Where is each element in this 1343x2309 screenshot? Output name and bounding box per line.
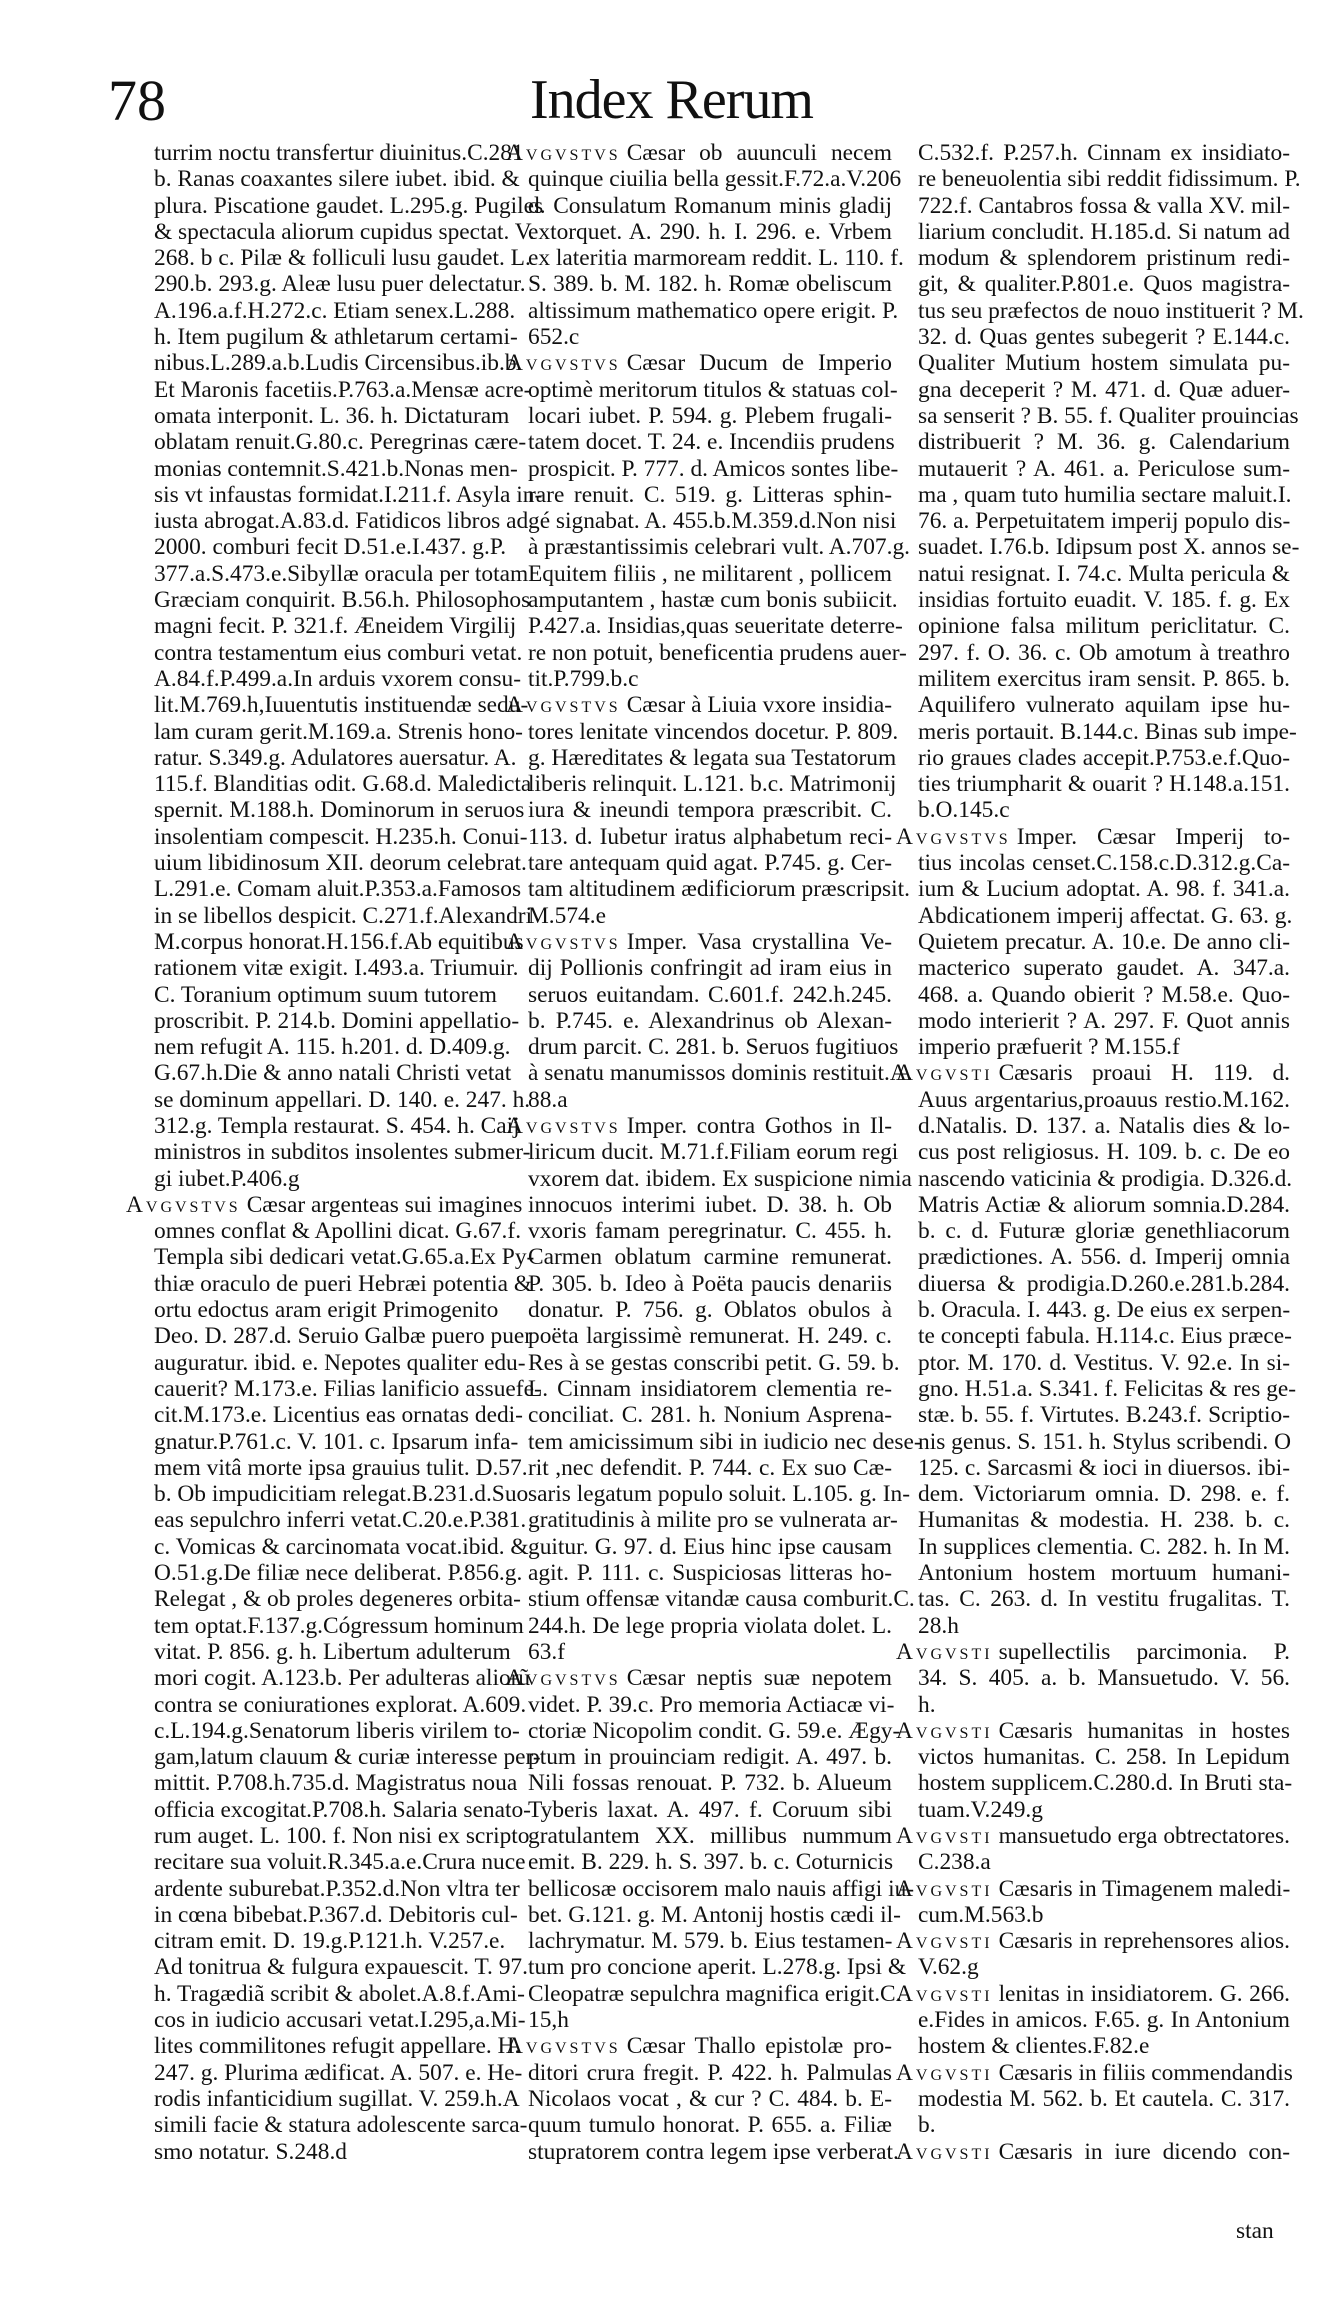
index-entry-line: 115.f. Blanditias odit. G.68.d. Maledicta bbox=[154, 771, 532, 798]
entry-headword: Avgvstvs bbox=[506, 1112, 621, 1139]
index-entry-line: gna deceperit ? M. 471. d. Quæ aduer- bbox=[918, 376, 1290, 403]
index-entry-line: c. Vomicas & carcinomata vocat.ibid. & bbox=[154, 1533, 529, 1560]
index-entry-last-line: b.O.145.c bbox=[918, 797, 1010, 824]
index-column-1 bbox=[126, 140, 544, 2165]
index-entry-line: b. Oracula. I. 443. g. De eius ex serpen- bbox=[918, 1297, 1291, 1324]
index-entry-line: citram emit. D. 19.g.P.121.h. V.257.e. bbox=[154, 1928, 506, 1955]
index-entry-head bbox=[896, 1928, 1290, 1954]
index-entry-line: insidias fortuito euadit. V. 185. f. g. Ex bbox=[918, 587, 1290, 614]
index-entry-line: modestia M. 562. b. Et cautela. C. 317. bbox=[918, 2085, 1290, 2112]
index-entry-line: h. Tragædiã scribit & abolet.A.8.f.Ami- bbox=[154, 1980, 525, 2007]
index-entry-line: modo interierit ? A. 297. F. Quot annis bbox=[918, 1007, 1290, 1034]
index-entry-last-line: C.238.a bbox=[918, 1849, 991, 1876]
index-entry-line: lit.M.769.h,Iuuentutis instituendæ sedu- bbox=[154, 692, 529, 719]
index-entry-line: militem exercitus iram sensit. P. 865. b. bbox=[918, 665, 1290, 692]
index-entry-line: gé signabat. A. 455.b.M.359.d.Non nisi bbox=[528, 508, 897, 535]
entry-text: Cæsaris in reprehensores alios. bbox=[998, 1928, 1290, 1955]
index-entry-line: Aquilifero vulnerato aquilam ipse hu- bbox=[918, 692, 1290, 719]
index-entry-line: optimè meritorum titulos & statuas col- bbox=[528, 376, 898, 403]
index-entry-line: iura & ineundi tempora præscribit. C. bbox=[528, 797, 892, 824]
entry-headword: Avgvsti bbox=[896, 2059, 993, 2086]
index-entry-line: tatem docet. T. 24. e. Incendiis prudens bbox=[528, 429, 895, 456]
index-entry-line: nem refugit A. 115. h.201. d. D.409.g. bbox=[154, 1034, 511, 1061]
index-entry-line: altissimum mathematico opere erigit. P. bbox=[528, 297, 899, 324]
index-entry-last-line: M.574.e bbox=[528, 902, 606, 929]
index-entry-line: Deo. D. 287.d. Seruio Galbæ puero puer bbox=[154, 1323, 533, 1350]
index-entry-line: omnes conflat & Apollini dicat. G.67.f. bbox=[154, 1218, 522, 1245]
index-entry-line: git, & qualiter.P.801.e. Quos magistra- bbox=[918, 271, 1290, 298]
index-entry-line: O.51.g.De filiæ nece deliberat. P.856.g. bbox=[154, 1560, 523, 1587]
index-entry-line: gratulantem XX. millibus nummum bbox=[528, 1823, 892, 1849]
index-entry-last-line: 88.a bbox=[528, 1086, 568, 1113]
index-entry-head bbox=[896, 1823, 1290, 1849]
index-entry-line: mutauerit ? A. 461. a. Periculose sum- bbox=[918, 455, 1290, 482]
index-entry-line: innocuos interimi iubet. D. 38. h. Ob bbox=[528, 1191, 892, 1218]
index-entry-line: prospicit. P. 777. d. Amicos sontes libe- bbox=[528, 455, 899, 482]
index-entry-line: Equitem filiis , ne militarent , pollicem bbox=[528, 560, 892, 587]
index-entry-line: donatur. P. 756. g. Oblatos obulos à bbox=[528, 1297, 892, 1324]
index-entry-line: ties triumpharit & ouarit ? H.148.a.151. bbox=[918, 771, 1290, 798]
index-entry-line: agit. P. 111. c. Suspiciosas litteras ho- bbox=[528, 1560, 892, 1587]
index-entry-line: Cleopatræ sepulchra magnifica erigit.C. bbox=[528, 1980, 902, 2007]
index-entry-line: à senatu manumissos dominis restituit.A. bbox=[528, 1060, 913, 1087]
index-entry-line: extorquet. A. 290. h. I. 296. e. Vrbem bbox=[528, 218, 892, 245]
index-entry-line: sa senserit ? B. 55. f. Qualiter prouincias bbox=[918, 402, 1299, 429]
index-entry-line: & spectacula aliorum cupidus spectat. V. bbox=[154, 218, 535, 245]
index-entry-last-line: V.62.g bbox=[918, 1954, 979, 1981]
entry-text: Cæsar Ducum de Imperio bbox=[626, 350, 892, 377]
index-entry-head bbox=[506, 2033, 892, 2059]
index-entry-line: in se libellos despicit. C.271.f.Alexandri bbox=[154, 902, 533, 929]
entry-headword: Avgvsti bbox=[896, 1980, 993, 2007]
index-entry-line: ardente suburebat.P.352.d.Non vltra ter bbox=[154, 1875, 520, 1902]
index-entry-line: cos in iudicio accusari vetat.I.295,a.Mi- bbox=[154, 2007, 526, 2034]
index-entry-line: stium offensæ vitandæ causa comburit.C. bbox=[528, 1586, 915, 1613]
entry-headword: Avgvstvs bbox=[506, 140, 621, 166]
index-entry-line: tem optat.F.137.g.Cógressum hominum bbox=[154, 1612, 524, 1639]
index-entry-line: amputantem , hastæ cum bonis subiicit. bbox=[528, 587, 898, 614]
index-entry-line: sis vt infaustas formidat.I.211.f. Asyla in- bbox=[154, 481, 543, 508]
index-entry-last-line: gi iubet.P.406.g bbox=[154, 1165, 300, 1192]
index-entry-line: victos humanitas. C. 258. In Lepidum bbox=[918, 1744, 1290, 1771]
index-entry-line: ptor. M. 170. d. Vestitus. V. 92.e. In si- bbox=[918, 1349, 1290, 1376]
entry-headword: Avgvstvs bbox=[506, 1665, 621, 1692]
index-entry-line: Tyberis laxat. A. 497. f. Coruum sibi bbox=[528, 1796, 892, 1823]
index-entry-line: diuersa & prodigia.D.260.e.281.b.284. bbox=[918, 1270, 1290, 1297]
index-entry-line: guitur. G. 97. d. Eius hinc ipse causam bbox=[528, 1533, 892, 1560]
index-entry-line: 312.g. Templa restaurat. S. 454. h. Caij bbox=[154, 1112, 520, 1139]
index-entry-line: h. Item pugilum & athletarum certami- bbox=[154, 324, 518, 351]
index-entry-line: Nili fossas renouat. P. 732. b. Alueum bbox=[528, 1770, 892, 1797]
index-entry-line: bet. G.121. g. M. Antonij hostis cædi il- bbox=[528, 1901, 901, 1928]
index-entry-line: auguratur. ibid. e. Nepotes qualiter edu- bbox=[154, 1349, 526, 1376]
index-entry-line: 377.a.S.473.e.Sibyllæ oracula per totam bbox=[154, 560, 529, 587]
index-entry-line: lites commilitones refugit appellare. H. bbox=[154, 2033, 521, 2060]
index-entry-line: 76. a. Perpetuitatem imperij populo dis- bbox=[918, 508, 1291, 535]
index-entry-line: rit ,nec defendit. P. 744. c. Ex suo Cæ- bbox=[528, 1454, 892, 1481]
index-entry-line: liricum ducit. M.71.f.Filiam eorum regi bbox=[528, 1139, 899, 1166]
index-entry-line: spernit. M.188.h. Dominorum in seruos bbox=[154, 797, 525, 824]
entry-text: Cæsaris proaui H. 119. d. bbox=[998, 1060, 1290, 1087]
index-entry-line: macterico superato gaudet. A. 347.a. bbox=[918, 955, 1290, 982]
index-entry-line: 2000. comburi fecit D.51.e.I.437. g.P. bbox=[154, 534, 507, 561]
index-entry-line: plura. Piscatione gaudet. L.295.g. Pugiles bbox=[154, 192, 544, 219]
index-entry-line: uium libidinosum XII. deorum celebrat. bbox=[154, 850, 527, 877]
index-entry-line: Matris Actiæ & aliorum somnia.D.284. bbox=[918, 1191, 1290, 1218]
index-entry-line: gratitudinis à milite pro se vulnerata ar- bbox=[528, 1507, 898, 1534]
index-entry-line: contra testamentum eius comburi vetat. bbox=[154, 639, 523, 666]
index-entry-line: rationem vitæ exigit. I.493.a. Triumuir. bbox=[154, 955, 519, 982]
index-entry-line: gam,latum clauum & curiæ interesse per- bbox=[154, 1744, 541, 1771]
index-entry-line: stupratorem contra legem ipse verberat. bbox=[528, 2138, 899, 2165]
index-entry-line: saris legatum populo soluit. L.105. g. In- bbox=[528, 1481, 911, 1508]
entry-headword: Avgvsti bbox=[896, 1060, 993, 1087]
index-entry-line: tam altitudinem ædificiorum præscripsit. bbox=[528, 876, 910, 903]
index-entry-line: 290.b. 293.g. Aleæ lusu puer delectatur. bbox=[154, 271, 526, 298]
index-entry-line: d.Natalis. D. 137. a. Natalis dies & lo- bbox=[918, 1112, 1290, 1139]
index-entry-line: ratur. S.349.g. Adulatores auersatur. A. bbox=[154, 744, 517, 771]
index-entry-line: videt. P. 39.c. Pro memoria Actiacæ vi- bbox=[528, 1691, 895, 1718]
index-entry-line: tum pro concione aperit. L.278.g. Ipsi & bbox=[528, 1954, 907, 1981]
index-entry-line: 297. f. O. 36. c. Ob amotum à treathro bbox=[918, 639, 1290, 666]
index-entry-line: liarium concludit. H.185.d. Si natum ad bbox=[918, 218, 1290, 245]
index-entry-line: contra se coniurationes explorat. A.609. bbox=[154, 1691, 527, 1718]
index-entry-line: Auus argentarius,proauus restio.M.162. bbox=[918, 1086, 1290, 1113]
entry-text: Cæsar à Liuia vxore insidia- bbox=[626, 692, 892, 719]
entry-headword: Avgvstvs bbox=[506, 692, 621, 719]
index-entry-line: tus seu præfectos de nouo instituerit ? M. bbox=[918, 297, 1304, 324]
index-entry-head bbox=[896, 1639, 1290, 1665]
index-entry-line: gno. H.51.a. S.341. f. Felicitas & res ge- bbox=[918, 1375, 1297, 1402]
index-entry-line: nis genus. S. 151. h. Stylus scribendi. O bbox=[918, 1428, 1291, 1455]
index-entry-head bbox=[506, 1113, 892, 1139]
index-entry-line: In supplices clementia. C. 282. h. In M. bbox=[918, 1533, 1290, 1560]
index-entry-line: suadet. I.76.b. Idipsum post X. annos se- bbox=[918, 534, 1300, 561]
entry-text: Cæsar neptis suæ nepotem bbox=[626, 1665, 892, 1692]
index-entry-line: Ad tonitrua & fulgura expauescit. T. 97. bbox=[154, 1954, 528, 1981]
index-entry-line: 244.h. De lege propria violata dolet. L. bbox=[528, 1612, 892, 1639]
index-entry-line: drum parcit. C. 281. b. Seruos fugitiuos bbox=[528, 1034, 899, 1061]
index-entry-line: Antonium hostem mortuum humani- bbox=[918, 1560, 1290, 1587]
index-entry-line: b. c. d. Futuræ gloriæ genethliacorum bbox=[918, 1218, 1290, 1245]
index-entry-line: Qualiter Mutium hostem simulata pu- bbox=[918, 350, 1290, 377]
index-entry-line: b. P.745. e. Alexandrinus ob Alexan- bbox=[528, 1007, 892, 1034]
entry-text: Cæsar argenteas sui imagines bbox=[246, 1191, 523, 1218]
index-entry-head bbox=[896, 2059, 1293, 2086]
entry-headword: Avgvstvs bbox=[896, 823, 1011, 850]
index-entry-line: cus post religiosus. H. 109. b. c. De eo bbox=[918, 1139, 1290, 1166]
index-entry-line: Quietem precatur. A. 10.e. De anno cli- bbox=[918, 928, 1290, 955]
index-entry-line: vxoris famam peregrinatur. C. 455. h. bbox=[528, 1218, 892, 1245]
index-entry-line: prædictiones. A. 556. d. Imperij omnia bbox=[918, 1244, 1290, 1271]
index-entry-head bbox=[506, 1665, 892, 1691]
index-entry-head bbox=[896, 1060, 1290, 1086]
index-entry-line: vitat. P. 856. g. h. Libertum adulterum bbox=[154, 1638, 511, 1665]
index-entry-line: ium & Lucium adoptat. A. 98. f. 341.a. bbox=[918, 876, 1290, 903]
entry-text: mansuetudo erga obtrectatores. bbox=[998, 1823, 1290, 1849]
index-entry-line: 268. b c. Pilæ & folliculi lusu gaudet. L. bbox=[154, 245, 531, 272]
index-entry-line: thiæ oraculo de pueri Hebræi potentia & bbox=[154, 1270, 533, 1297]
index-entry-line: lam curam gerit.M.169.a. Strenis hono- bbox=[154, 718, 523, 745]
index-entry-line: Humanitas & modestia. H. 238. b. c. bbox=[918, 1507, 1290, 1534]
index-entry-last-line: imperio præfuerit ? M.155.f bbox=[918, 1034, 1180, 1061]
index-column-2 bbox=[506, 140, 922, 2165]
index-entry-line: L. Cinnam insidiatorem clementia re- bbox=[528, 1375, 892, 1402]
index-entry-line: ctoriæ Nicopolim condit. G. 59.e. Ægy- bbox=[528, 1717, 901, 1744]
index-entry-line: Carmen oblatum carmine remunerat. bbox=[528, 1244, 892, 1271]
index-entry-line: 468. a. Quando obierit ? M.58.e. Quo- bbox=[918, 981, 1290, 1008]
index-entry-last-line: 15,h bbox=[528, 2007, 569, 2034]
index-entry-line: ortu edoctus aram erigit Primogenito bbox=[154, 1297, 499, 1324]
index-entry-line: hostem supplicem.C.280.d. In Bruti sta- bbox=[918, 1770, 1293, 1797]
catchword: stan bbox=[1236, 2218, 1274, 2244]
index-entry-line: poëta largissimè remunerat. H. 249. c. bbox=[528, 1323, 892, 1350]
index-entry-line: proscribit. P. 214.b. Domini appellatio- bbox=[154, 1007, 520, 1034]
entry-text: Cæsar Thallo epistolæ pro- bbox=[626, 2033, 892, 2060]
entry-text: Cæsar ob auunculi necem bbox=[626, 140, 892, 166]
index-entry-line: liberis relinquit. L.121. b.c. Matrimonij bbox=[528, 771, 897, 798]
index-entry-line: 32. d. Quas gentes subegerit ? E.144.c. bbox=[918, 324, 1290, 351]
index-entry-line: mori cogit. A.123.b. Per adulteras aliorũ bbox=[154, 1665, 531, 1692]
index-entry-line: e.Fides in amicos. F.65. g. In Antonium bbox=[918, 2007, 1290, 2034]
index-entry-last-line: hostem & clientes.F.82.e bbox=[918, 2033, 1150, 2060]
index-entry-line: tare antequam quid agat. P.745. g. Cer- bbox=[528, 850, 892, 877]
index-entry-line: 125. c. Sarcasmi & ioci in diuersos. ibi- bbox=[918, 1454, 1290, 1481]
index-entry-line: Relegat , & ob proles degeneres orbita- bbox=[154, 1586, 521, 1613]
index-entry-line: simili facie & statura adolescente sarca- bbox=[154, 2112, 528, 2139]
index-entry-line: S. 389. b. M. 182. h. Romæ obeliscum bbox=[528, 271, 892, 298]
running-head: Index Rerum bbox=[530, 69, 813, 131]
index-entry-line: lachrymatur. M. 579. b. Eius testamen- bbox=[528, 1928, 893, 1955]
index-entry-line: modum & splendorem pristinum redi- bbox=[918, 245, 1290, 272]
index-entry-line: recitare sua voluit.R.345.a.e.Crura nuce bbox=[154, 1849, 526, 1876]
entry-headword: Avgvstvs bbox=[506, 350, 621, 377]
index-entry-line: ma , quam tuto humilia sectare maluit.I. bbox=[918, 481, 1292, 508]
entry-headword: Avgvsti bbox=[896, 1875, 993, 1902]
index-entry-line: in cœna bibebat.P.367.d. Debitoris cul- bbox=[154, 1901, 518, 1928]
index-entry-line: G.67.h.Die & anno natali Christi vetat bbox=[154, 1060, 512, 1087]
entry-text: Cæsaris humanitas in hostes bbox=[998, 1717, 1290, 1744]
index-entry-line: tores lenitate vincendos docetur. P. 809. bbox=[528, 718, 899, 745]
index-entry-head bbox=[506, 350, 892, 376]
index-entry-line: oblatam renuit.G.80.c. Peregrinas cære- bbox=[154, 429, 527, 456]
entry-text: Cæsaris in iure dicendo con- bbox=[998, 2138, 1290, 2165]
entry-headword: Avgvstvs bbox=[506, 2033, 621, 2060]
index-entry-head bbox=[126, 1191, 523, 1218]
index-entry-line: Græciam conquirit. B.56.h. Philosophos bbox=[154, 587, 531, 614]
index-entry-line: iusta abrogat.A.83.d. Fatidicos libros ad bbox=[154, 508, 529, 535]
index-entry-line: 113. d. Iubetur iratus alphabetum reci- bbox=[528, 823, 892, 850]
entry-text: lenitas in insidiatorem. G. 266. bbox=[998, 1980, 1290, 2007]
index-entry-line: locari iubet. P. 594. g. Plebem frugali- bbox=[528, 402, 892, 429]
index-entry-head bbox=[506, 140, 892, 166]
index-entry-last-line: h. bbox=[918, 1691, 936, 1718]
index-entry-line: tius incolas censet.C.158.c.D.312.g.Ca- bbox=[918, 850, 1290, 877]
index-entry-line: tem amicissimum sibi in iudicio nec dese- bbox=[528, 1428, 922, 1455]
index-entry-line: cauerit? M.173.e. Filias lanificio assuefe- bbox=[154, 1375, 542, 1402]
index-entry-line: A.196.a.f.H.272.c. Etiam senex.L.288. bbox=[154, 297, 516, 324]
index-entry-head bbox=[896, 824, 1290, 850]
index-entry-line: M.corpus honorat.H.156.f.Ab equitibus bbox=[154, 928, 524, 955]
index-entry-line: c.L.194.g.Senatorum liberis virilem to- bbox=[154, 1717, 520, 1744]
index-entry-line: tas. C. 263. d. In vestitu frugalitas. T. bbox=[918, 1586, 1290, 1613]
entry-headword: Avgvsti bbox=[896, 1638, 993, 1665]
index-entry-line: P.427.a. Insidias,quas seueritate deterre- bbox=[528, 613, 903, 640]
index-entry-line: gnatur.P.761.c. V. 101. c. Ipsarum infa- bbox=[154, 1428, 519, 1455]
index-entry-line: b. Ob impudicitiam relegat.B.231.d.Suo bbox=[154, 1481, 529, 1508]
index-entry-line: Res à se gestas conscribi petit. G. 59. b. bbox=[528, 1349, 900, 1376]
index-entry-last-line: cum.M.563.b bbox=[918, 1901, 1044, 1928]
index-entry-line: re non potuit, beneficentia prudens auer- bbox=[528, 639, 907, 666]
index-entry-last-line: 652.c bbox=[528, 324, 580, 351]
index-entry-line: meris portauit. B.144.c. Binas sub impe- bbox=[918, 718, 1297, 745]
index-entry-line: nascendo vaticinia & prodigia. D.326.d. bbox=[918, 1165, 1293, 1192]
index-entry-line: re beneuolentia sibi reddit fidissimum. P. bbox=[918, 166, 1301, 193]
index-entry-line: 34. S. 405. a. b. Mansuetudo. V. 56. bbox=[918, 1665, 1290, 1692]
index-entry-line: rodis infanticidium sugillat. V. 259.h.A bbox=[154, 2085, 520, 2112]
index-entry-head bbox=[896, 1981, 1290, 2007]
index-entry-line: monias contemnit.S.421.b.Nonas men- bbox=[154, 455, 518, 482]
index-entry-head bbox=[896, 1876, 1290, 1902]
index-entry-line: turrim noctu transfertur diuinitus.C.281 bbox=[154, 140, 524, 166]
index-entry-head bbox=[506, 929, 892, 955]
index-entry-line: Abdicationem imperij affectat. G. 63. g. bbox=[918, 902, 1293, 929]
index-entry-line: opinione falsa militum periclitatur. C. bbox=[918, 613, 1290, 640]
index-entry-last-line: 28.h bbox=[918, 1612, 959, 1639]
index-entry-line: C.532.f. P.257.h. Cinnam ex insidiato- bbox=[918, 140, 1290, 166]
index-entry-line: seruos euitandam. C.601.f. 242.h.245. bbox=[528, 981, 892, 1008]
index-entry-line: rio graues clades accepit.P.753.e.f.Quo- bbox=[918, 744, 1290, 771]
index-entry-line: Et Maronis facetiis.P.763.a.Mensæ acre- bbox=[154, 376, 532, 403]
index-entry-last-line: b. bbox=[918, 2112, 936, 2139]
index-entry-last-line: tuam.V.249.g bbox=[918, 1796, 1043, 1823]
index-entry-line: vxorem dat. ibidem. Ex suspicione nimia bbox=[528, 1165, 912, 1192]
entry-text: Cæsaris in filiis commendandis bbox=[998, 2059, 1293, 2086]
index-entry-line: A.84.f.P.499.a.In arduis vxorem consu- bbox=[154, 665, 522, 692]
index-entry-head bbox=[896, 2139, 1290, 2165]
index-entry-line: stæ. b. 55. f. Virtutes. B.243.f. Scriptio- bbox=[918, 1402, 1290, 1429]
index-entry-line: nibus.L.289.a.b.Ludis Circensibus.ib.b. bbox=[154, 350, 523, 377]
index-entry-line: rare renuit. C. 519. g. Litteras sphin- bbox=[528, 481, 892, 508]
index-entry-head bbox=[896, 1718, 1290, 1744]
index-entry-line: Templa sibi dedicari vetat.G.65.a.Ex Py- bbox=[154, 1244, 535, 1271]
entry-headword: Avgvsti bbox=[896, 2138, 993, 2165]
index-column-3 bbox=[896, 140, 1304, 2165]
index-entry-line: natui resignat. I. 74.c. Multa pericula & bbox=[918, 560, 1290, 587]
entry-text: Imper. Vasa crystallina Ve- bbox=[626, 928, 892, 955]
index-entry-line: ditori crura fregit. P. 422. h. Palmulas bbox=[528, 2059, 892, 2086]
index-entry-line: emit. B. 229. h. S. 397. b. c. Coturnicis bbox=[528, 1849, 894, 1876]
index-entry-line: dem. Victoriarum omnia. D. 298. e. f. bbox=[918, 1481, 1290, 1508]
index-entry-last-line: 63.f bbox=[528, 1638, 566, 1665]
entry-headword: Avgvsti bbox=[896, 1823, 993, 1849]
index-entry-line: eas sepulchro inferri vetat.C.20.e.P.381. bbox=[154, 1507, 527, 1534]
index-entry-line: magni fecit. P. 321.f. Æneidem Virgilij bbox=[154, 613, 517, 640]
index-entry-line: quinque ciuilia bella gessit.F.72.a.V.206 bbox=[528, 166, 902, 193]
index-entry-line: 722.f. Cantabros fossa & valla XV. mil- bbox=[918, 192, 1290, 219]
index-entry-last-line: tit.P.799.b.c bbox=[528, 665, 639, 692]
index-entry-line: C. Toranium optimum suum tutorem bbox=[154, 981, 497, 1008]
index-entry-line: dij Pollionis confringit ad iram eius in bbox=[528, 955, 892, 982]
entry-headword: Avgvstvs bbox=[506, 928, 621, 955]
index-entry-line: L.291.e. Comam aluit.P.353.a.Famosos bbox=[154, 876, 522, 903]
entry-text: Imper. Cæsar Imperij to- bbox=[1016, 823, 1290, 850]
index-entry-line: officia excogitat.P.708.h. Salaria senato- bbox=[154, 1796, 531, 1823]
index-entry-line: à præstantissimis celebrari vult. A.707.g. bbox=[528, 534, 910, 561]
index-entry-line: distribuerit ? M. 36. g. Calendarium bbox=[918, 429, 1290, 456]
index-entry-line: mittit. P.708.h.735.d. Magistratus noua bbox=[154, 1770, 518, 1797]
index-entry-line: conciliat. C. 281. h. Nonium Asprena- bbox=[528, 1402, 892, 1429]
index-entry-line: d. Consulatum Romanum minis gladij bbox=[528, 192, 892, 219]
index-entry-line: rum auget. L. 100. f. Non nisi ex scripto bbox=[154, 1823, 530, 1849]
index-entry-line: te concepti fabula. H.114.c. Eius præce- bbox=[918, 1323, 1292, 1350]
index-entry-line: se dominum appellari. D. 140. e. 247. h. bbox=[154, 1086, 531, 1113]
index-entry-line: cit.M.173.e. Licentius eas ornatas dedi- bbox=[154, 1402, 523, 1429]
index-entry-line: ministros in subditos insolentes submer- bbox=[154, 1139, 531, 1166]
index-entry-line: omata interponit. L. 36. h. Dictaturam bbox=[154, 402, 510, 429]
index-entry-line: mem vitâ morte ipsa grauius tulit. D.57. bbox=[154, 1454, 528, 1481]
entry-headword: Avgvsti bbox=[896, 1717, 993, 1744]
index-entry-line: Nicolaos vocat , & cur ? C. 484. b. E- bbox=[528, 2085, 892, 2112]
page-number: 78 bbox=[108, 68, 166, 133]
index-entry-line: b. Ranas coaxantes silere iubet. ibid. & bbox=[154, 166, 520, 193]
entry-text: Imper. contra Gothos in Il- bbox=[626, 1112, 892, 1139]
index-entry-line: insolentiam compescit. H.235.h. Conui- bbox=[154, 823, 528, 850]
entry-text: supellectilis parcimonia. P. bbox=[998, 1638, 1290, 1665]
index-entry-line: quum tumulo honorat. P. 655. a. Filiæ bbox=[528, 2112, 892, 2139]
index-entry-line: ptum in prouinciam redigit. A. 497. b. bbox=[528, 1744, 892, 1771]
index-entry-head bbox=[506, 692, 892, 718]
entry-headword: Avgvstvs bbox=[126, 1191, 241, 1218]
entry-headword: Avgvsti bbox=[896, 1928, 993, 1955]
index-entry-line: 247. g. Plurima ædificat. A. 507. e. He- bbox=[154, 2059, 523, 2086]
index-entry-line: P. 305. b. Ideo à Poëta paucis denariis bbox=[528, 1270, 892, 1297]
index-entry-line: g. Hæreditates & legata sua Testatorum bbox=[528, 744, 897, 771]
entry-text: Cæsaris in Timagenem maledi- bbox=[998, 1875, 1291, 1902]
index-entry-line: bellicosæ occisorem malo nauis affigi iu- bbox=[528, 1875, 915, 1902]
index-entry-line: ex lateritia marmoream reddit. L. 110. f. bbox=[528, 245, 904, 272]
index-entry-last-line: smo notatur. S.248.d bbox=[154, 2138, 347, 2165]
